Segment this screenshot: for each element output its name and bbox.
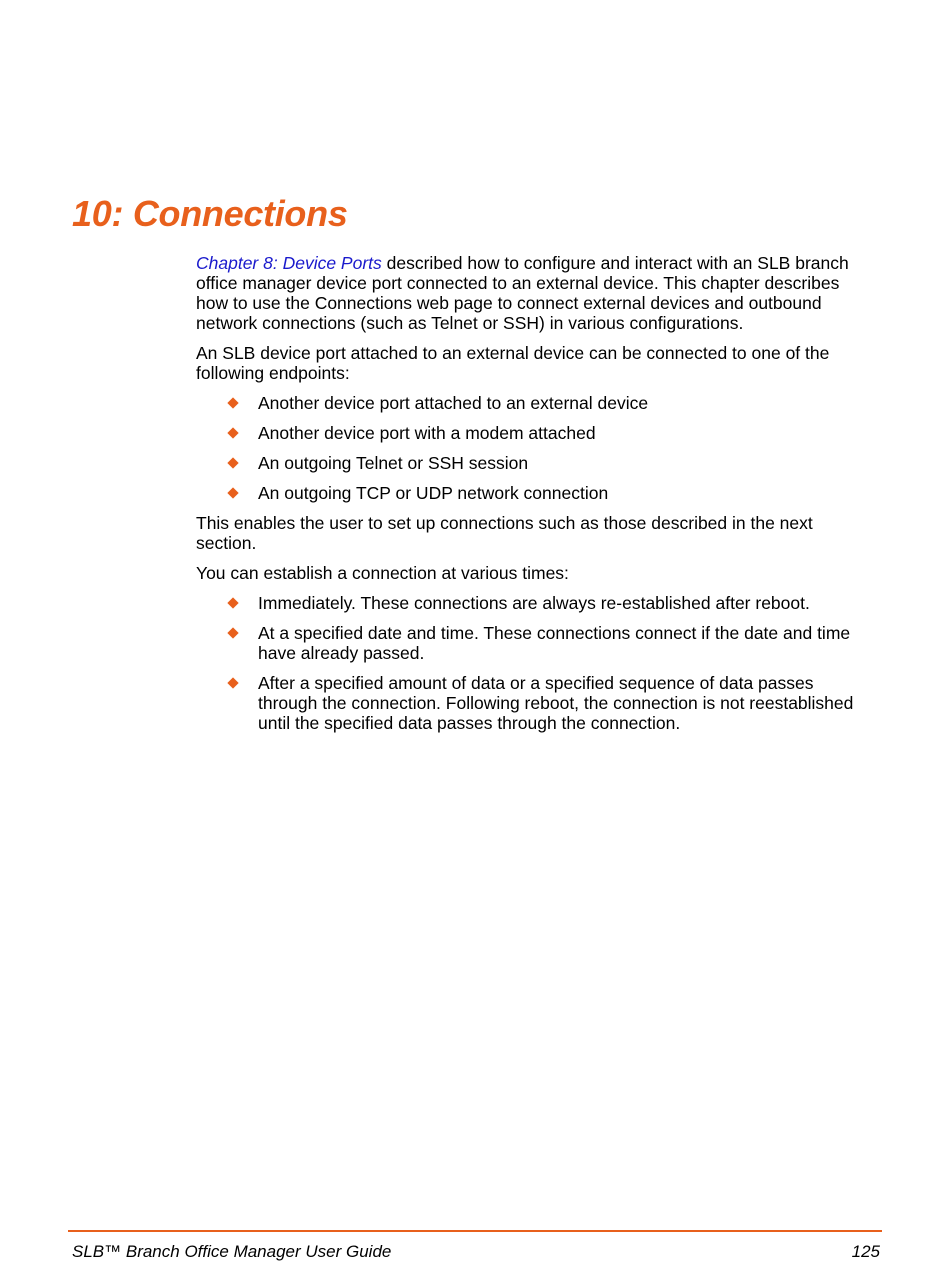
list-item-text: At a specified date and time. These connections connect if the date and time have already passed. — [258, 623, 851, 663]
endpoints-intro: An SLB device port attached to an external device can be connected to one of the following endpoints: — [196, 343, 830, 383]
chapter-content — [196, 253, 876, 743]
list-item — [196, 623, 876, 663]
chapter-8-link[interactable]: Chapter 8: Device Ports — [196, 253, 382, 273]
enables-paragraph: This enables the user to set up connections such as those described in the next section. — [196, 513, 813, 553]
intro-text: described how to configure and interact with an SLB branch office manager device port connected to an external device. This chapter describes how to use the Connections web page to connect external devices and outbound network connections (such as Telnet or SSH) in various configurations. — [196, 253, 849, 333]
diamond-bullet-icon — [227, 627, 238, 638]
list-item-text: Another device port with a modem attached — [258, 423, 596, 443]
list-item-text: Another device port attached to an external device — [258, 393, 649, 413]
list-item — [196, 483, 876, 503]
diamond-bullet-icon — [227, 487, 238, 498]
times-list — [196, 593, 876, 733]
list-item-text: An outgoing Telnet or SSH session — [258, 453, 529, 473]
diamond-bullet-icon — [227, 427, 238, 438]
footer-title: SLB™ Branch Office Manager User Guide — [72, 1242, 392, 1261]
list-item-text: After a specified amount of data or a specified sequence of data passes through the connection. Following reboot, the connection is not reestablished until the specified data passes through the connection. — [258, 673, 854, 733]
footer-divider — [68, 1230, 882, 1232]
diamond-bullet-icon — [227, 457, 238, 468]
list-item — [196, 673, 876, 733]
endpoints-list — [196, 393, 876, 503]
intro-paragraph — [196, 253, 876, 333]
list-item — [196, 593, 876, 613]
page-number: 125 — [851, 1242, 880, 1261]
list-item-text: Immediately. These connections are always re-established after reboot. — [258, 593, 810, 613]
times-intro: You can establish a connection at various times: — [196, 563, 569, 583]
diamond-bullet-icon — [227, 677, 238, 688]
list-item-text: An outgoing TCP or UDP network connection — [258, 483, 609, 503]
diamond-bullet-icon — [227, 597, 238, 608]
list-item — [196, 453, 876, 473]
list-item — [196, 423, 876, 443]
chapter-title: 10: Connections — [72, 193, 348, 234]
list-item — [196, 393, 876, 413]
diamond-bullet-icon — [227, 397, 238, 408]
